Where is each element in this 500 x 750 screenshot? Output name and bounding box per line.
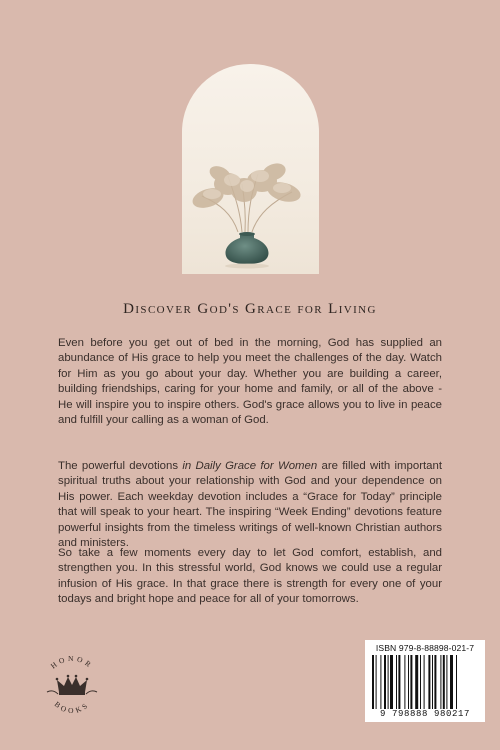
crown-logo-icon — [37, 650, 107, 720]
description-paragraph-3: So take a few moments every day to let God comfort, establish, and strengthen you. In this stressful world, God knows we could use a regular infusion of His grace. In that grace there is strength for every one of your todays and bright hope and peace for all of your tomorrows. — [58, 547, 442, 606]
isbn-barcode-box — [365, 640, 485, 722]
section-heading: Discover God's Grace for Living — [123, 301, 377, 317]
isbn-label: ISBN 979-8-88898-021-7 — [375, 643, 475, 653]
svg-text:HONOR: HONOR — [48, 653, 96, 671]
barcode-bars — [372, 655, 478, 709]
description-paragraph-2 — [58, 459, 442, 551]
barcode-digits: 9 798888 980217 — [379, 709, 470, 719]
honor-books-logo — [37, 650, 107, 720]
paragraph-2-lead: The powerful devotions — [58, 460, 183, 472]
book-title-italic: in Daily Grace for Women — [182, 460, 318, 472]
pampas-vase-illustration — [182, 64, 319, 274]
paragraph-2-rest: are filled with important spiritual truths about your relationship with God and your dependence on His power. Each weekday devotion includes a “Grace for Today” principle that will speak to your heart. The inspiring “Week Ending” devotions feature powerful insights from the timeless writings of well-known Christian authors and ministers. — [58, 460, 442, 550]
cover-photo-arch — [182, 64, 319, 274]
description-paragraph-1: Even before you get out of bed in the morning, God has supplied an abundance of His grace to help you meet the challenges of the day. Watch for Him as you go about your day. Whether you are building a career, building friendships, caring for your home and family, or all of the above - He will inspire you to inspire others. God's grace allows you to live in peace and fulfill your calling as a woman of God. — [58, 337, 442, 427]
svg-text:BOOKS: BOOKS — [52, 699, 92, 716]
